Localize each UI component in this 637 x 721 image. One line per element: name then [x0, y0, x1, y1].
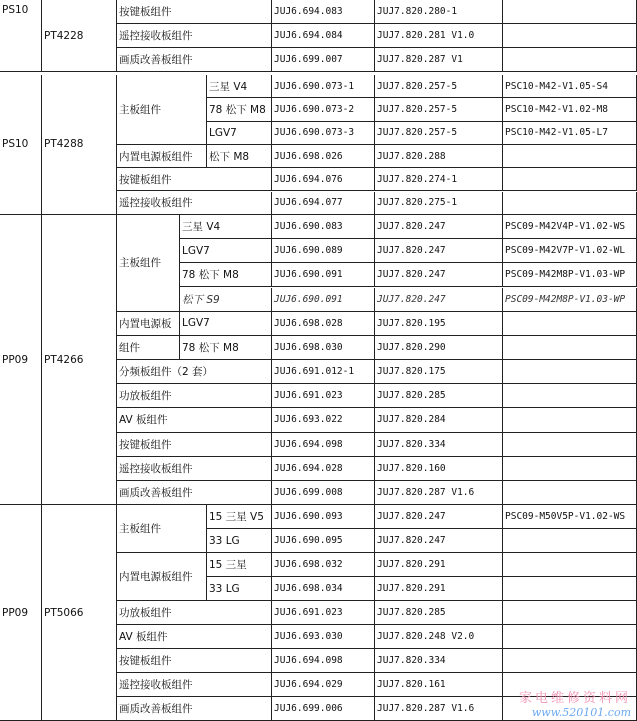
component-cell: 画质改善板组件 — [117, 697, 272, 721]
variant-cell: 33 LG — [207, 577, 272, 601]
code-cell: JUJ7.820.257-5 — [375, 75, 503, 98]
component-cell: 功放板组件 — [117, 384, 272, 408]
variant-cell: 松下 S9 — [180, 288, 272, 312]
part-number-cell: JUJ6.699.007 — [272, 48, 375, 72]
software-version-cell: PSC09-M50V5P-V1.02-WS — [503, 505, 637, 529]
code-cell: JUJ7.820.175 — [375, 360, 503, 384]
software-version-cell — [503, 481, 637, 505]
code-cell: JUJ7.820.287 V1.6 — [375, 481, 503, 505]
part-number-cell: JUJ6.694.098 — [272, 433, 375, 457]
part-number-cell: JUJ6.698.030 — [272, 336, 375, 360]
software-version-cell — [503, 529, 637, 553]
component-cell: 分频板组件（2 套） — [117, 360, 272, 384]
software-version-cell — [503, 48, 637, 72]
variant-cell: 78 松下 M8 — [180, 336, 272, 360]
software-version-cell — [503, 145, 637, 168]
component-cell: AV 板组件 — [117, 408, 272, 432]
component-cell: 内置电源板组件 — [117, 145, 207, 168]
code-cell: JUJ7.820.288 — [375, 145, 503, 168]
variant-cell: LGV7 — [207, 122, 272, 145]
part-number-cell: JUJ6.691.012-1 — [272, 360, 375, 384]
component-cell: 按键板组件 — [117, 649, 272, 673]
code-cell: JUJ7.820.290 — [375, 336, 503, 360]
component-cell: 遥控接收板组件 — [117, 673, 272, 697]
code-cell: JUJ7.820.291 — [375, 553, 503, 577]
code-cell: JUJ7.820.275-1 — [375, 192, 503, 215]
code-cell: JUJ7.820.280-1 — [375, 0, 503, 24]
code-cell: JUJ7.820.281 V1.0 — [375, 24, 503, 48]
model-cell: PT5066 — [42, 505, 117, 721]
component-cell: 组件 — [117, 336, 180, 360]
part-number-cell: JUJ6.698.034 — [272, 577, 375, 601]
software-version-cell: PSC10-M42-V1.05-L7 — [503, 122, 637, 145]
code-cell: JUJ7.820.195 — [375, 312, 503, 336]
part-number-cell: JUJ6.698.028 — [272, 312, 375, 336]
code-cell: JUJ7.820.247 — [375, 529, 503, 553]
series-cell: PS10 — [0, 75, 42, 215]
variant-cell: 15 三星 — [207, 553, 272, 577]
series-cell: PP09 — [0, 505, 42, 721]
code-cell: JUJ7.820.257-5 — [375, 98, 503, 121]
component-cell: 主板组件 — [117, 215, 180, 312]
software-version-cell — [503, 577, 637, 601]
variant-cell: 三星 V4 — [207, 75, 272, 98]
software-version-cell — [503, 168, 637, 191]
code-cell: JUJ7.820.248 V2.0 — [375, 625, 503, 649]
code-cell: JUJ7.820.247 — [375, 215, 503, 239]
software-version-cell — [503, 360, 637, 384]
code-cell: JUJ7.820.287 V1.6 — [375, 697, 503, 721]
component-cell: 功放板组件 — [117, 601, 272, 625]
watermark-line2: www.520101.com — [531, 706, 631, 719]
software-version-cell: PSC10-M42-V1.02-M8 — [503, 98, 637, 121]
part-number-cell: JUJ6.699.006 — [272, 697, 375, 721]
component-cell: 内置电源板 — [117, 312, 180, 336]
component-cell: AV 板组件 — [117, 625, 272, 649]
component-cell: 画质改善板组件 — [117, 481, 272, 505]
code-cell: JUJ7.820.247 — [375, 505, 503, 529]
model-cell: PT4288 — [42, 75, 117, 215]
part-number-cell: JUJ6.691.023 — [272, 384, 375, 408]
code-cell: JUJ7.820.247 — [375, 288, 503, 312]
component-cell: 按键板组件 — [117, 433, 272, 457]
software-version-cell — [503, 336, 637, 360]
software-version-cell — [503, 433, 637, 457]
software-version-cell — [503, 408, 637, 432]
code-cell: JUJ7.820.285 — [375, 384, 503, 408]
variant-cell: 78 松下 M8 — [207, 98, 272, 121]
variant-cell: LGV7 — [180, 239, 272, 263]
variant-cell: 15 三星 V5 — [207, 505, 272, 529]
variant-cell: 松下 M8 — [207, 145, 272, 168]
component-cell: 遥控接收板组件 — [117, 192, 272, 215]
part-number-cell: JUJ6.694.098 — [272, 649, 375, 673]
component-cell: 按键板组件 — [117, 168, 272, 191]
software-version-cell — [503, 601, 637, 625]
component-cell: 遥控接收板组件 — [117, 457, 272, 481]
code-cell: JUJ7.820.247 — [375, 239, 503, 263]
software-version-cell: PSC10-M42-V1.05-S4 — [503, 75, 637, 98]
part-number-cell: JUJ6.690.073-2 — [272, 98, 375, 121]
part-number-cell: JUJ6.694.084 — [272, 24, 375, 48]
code-cell: JUJ7.820.287 V1 — [375, 48, 503, 72]
part-number-cell: JUJ6.699.008 — [272, 481, 375, 505]
software-version-cell — [503, 457, 637, 481]
software-version-cell: PSC09-M42M8P-V1.03-WP — [503, 288, 637, 312]
part-number-cell: JUJ6.690.073-1 — [272, 75, 375, 98]
part-number-cell: JUJ6.694.077 — [272, 192, 375, 215]
variant-cell: 78 松下 M8 — [180, 263, 272, 287]
component-cell: 按键板组件 — [117, 0, 272, 24]
watermark-line1: 家电维修资料网 — [518, 691, 631, 706]
software-version-cell — [503, 625, 637, 649]
part-number-cell: JUJ6.693.030 — [272, 625, 375, 649]
part-number-cell: JUJ6.690.095 — [272, 529, 375, 553]
part-number-cell: JUJ6.690.091 — [272, 288, 375, 312]
code-cell: JUJ7.820.247 — [375, 263, 503, 287]
variant-cell: 三星 V4 — [180, 215, 272, 239]
code-cell: JUJ7.820.160 — [375, 457, 503, 481]
code-cell: JUJ7.820.334 — [375, 433, 503, 457]
software-version-cell — [503, 24, 637, 48]
software-version-cell — [503, 384, 637, 408]
software-version-cell — [503, 649, 637, 673]
component-cell: 主板组件 — [117, 75, 207, 145]
part-number-cell: JUJ6.690.091 — [272, 263, 375, 287]
watermark — [519, 687, 631, 719]
part-number-cell: JUJ6.698.026 — [272, 145, 375, 168]
software-version-cell — [503, 0, 637, 24]
series-cell: PS10 — [0, 0, 42, 72]
part-number-cell: JUJ6.690.089 — [272, 239, 375, 263]
software-version-cell — [503, 553, 637, 577]
software-version-cell: PSC09-M42V4P-V1.02-WS — [503, 215, 637, 239]
model-cell: PT4228 — [42, 0, 117, 72]
component-cell: 主板组件 — [117, 505, 207, 553]
code-cell: JUJ7.820.257-5 — [375, 122, 503, 145]
code-cell: JUJ7.820.285 — [375, 601, 503, 625]
code-cell: JUJ7.820.291 — [375, 577, 503, 601]
part-number-cell: JUJ6.690.083 — [272, 215, 375, 239]
part-number-cell: JUJ6.691.023 — [272, 601, 375, 625]
software-version-cell: PSC09-M42V7P-V1.02-WL — [503, 239, 637, 263]
part-number-cell: JUJ6.694.028 — [272, 457, 375, 481]
variant-cell: LGV7 — [180, 312, 272, 336]
code-cell: JUJ7.820.274-1 — [375, 168, 503, 191]
series-cell: PP09 — [0, 215, 42, 505]
part-number-cell: JUJ6.693.022 — [272, 408, 375, 432]
part-number-cell: JUJ6.694.029 — [272, 673, 375, 697]
part-number-cell: JUJ6.694.076 — [272, 168, 375, 191]
code-cell: JUJ7.820.284 — [375, 408, 503, 432]
part-number-cell: JUJ6.694.083 — [272, 0, 375, 24]
software-version-cell: PSC09-M42M8P-V1.03-WP — [503, 263, 637, 287]
variant-cell: 33 LG — [207, 529, 272, 553]
code-cell: JUJ7.820.334 — [375, 649, 503, 673]
component-cell: 遥控接收板组件 — [117, 24, 272, 48]
software-version-cell — [503, 192, 637, 215]
code-cell: JUJ7.820.161 — [375, 673, 503, 697]
component-cell: 内置电源板组件 — [117, 553, 207, 601]
part-number-cell: JUJ6.698.032 — [272, 553, 375, 577]
part-number-cell: JUJ6.690.073-3 — [272, 122, 375, 145]
model-cell: PT4266 — [42, 215, 117, 505]
software-version-cell — [503, 312, 637, 336]
component-cell: 画质改善板组件 — [117, 48, 272, 72]
part-number-cell: JUJ6.690.093 — [272, 505, 375, 529]
